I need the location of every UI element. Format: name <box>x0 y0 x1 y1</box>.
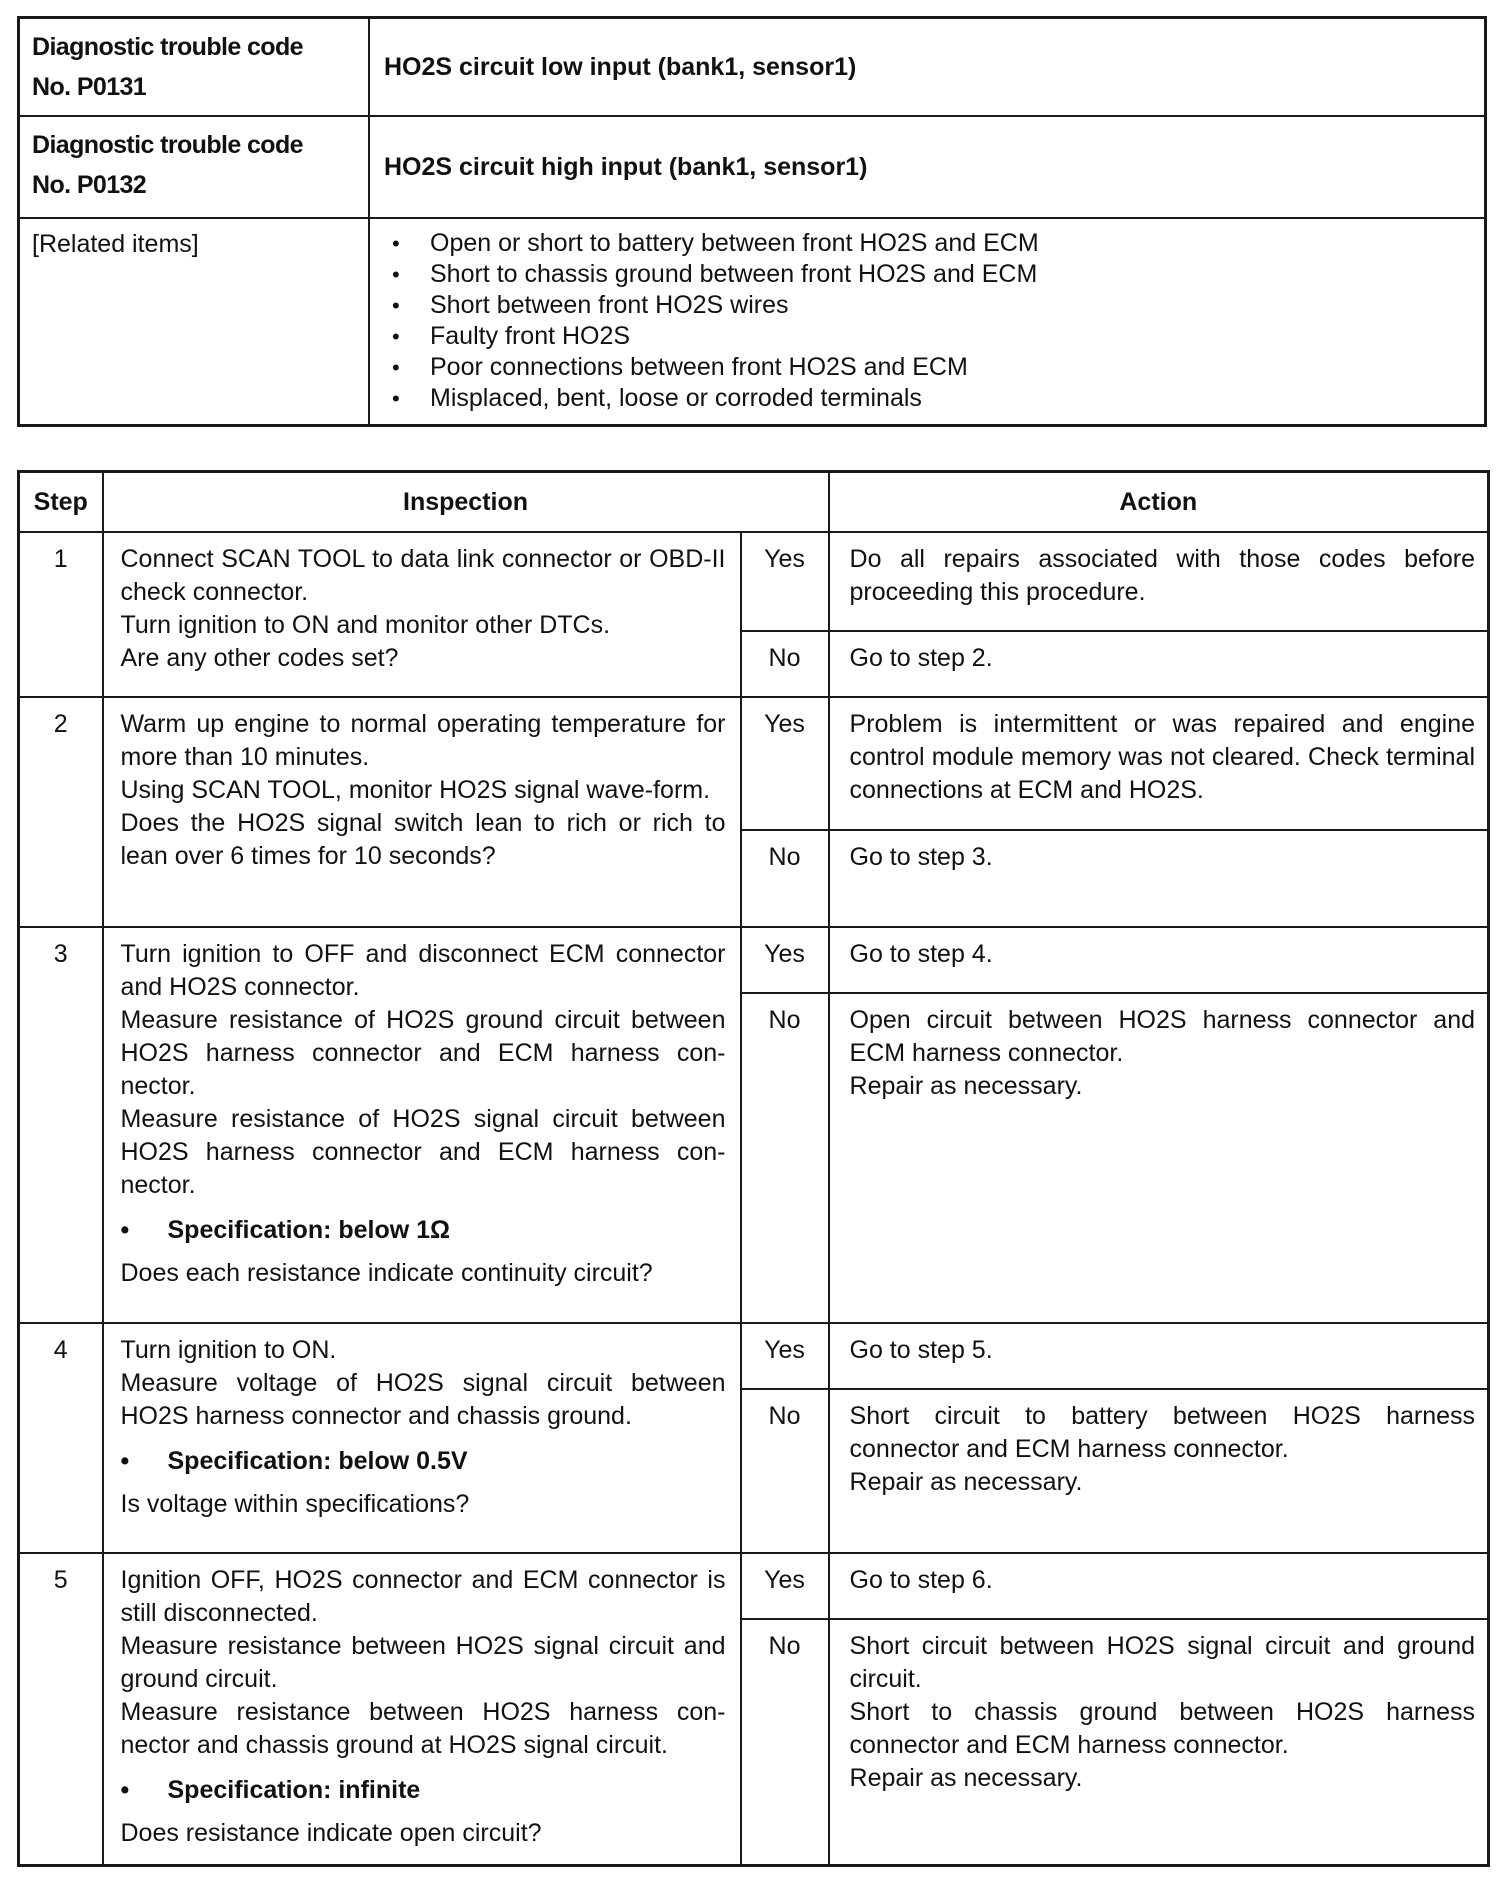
specification-text: Specification: below 1Ω <box>167 1216 451 1244</box>
inspection-question: Are any other codes set? <box>120 644 399 672</box>
list-item <box>386 290 1468 321</box>
yes-label: Yes <box>741 697 829 830</box>
no-action <box>829 1619 1489 1865</box>
no-action <box>829 1389 1489 1553</box>
bullet-icon: • <box>392 230 400 256</box>
bullet-icon: • <box>120 1216 130 1244</box>
related-item-text: Short between front HO2S wires <box>430 290 789 319</box>
step-number: 4 <box>19 1323 103 1553</box>
yes-action <box>829 927 1489 993</box>
inspection-question: Is voltage within specifications? <box>120 1490 470 1518</box>
dtc-label-line: Diagnostic trouble code <box>32 130 303 159</box>
specification-text: Specification: infinite <box>167 1776 421 1804</box>
yes-label: Yes <box>741 1553 829 1619</box>
related-items-cell <box>369 218 1486 426</box>
bullet-icon: • <box>392 261 400 287</box>
inspection-cell <box>103 1553 741 1865</box>
action-text: Problem is intermittent or was repaired and engine control module memory was not cleared. Check terminal connections at ECM and HO2S. <box>849 710 1476 804</box>
inspection-text: Measure resistance between HO2S signal circuit and ground circuit. <box>120 1632 726 1693</box>
dtc-description: HO2S circuit high input (bank1, sensor1) <box>369 116 1486 218</box>
bullet-icon: • <box>392 354 400 380</box>
list-item <box>386 352 1468 383</box>
inspection-text: Turn ignition to ON and monitor other DTCs. <box>120 611 611 639</box>
bullet-icon: • <box>392 385 400 411</box>
inspection-text: Warm up engine to normal operating temperature for more than 10 minutes. <box>120 710 726 771</box>
list-item <box>386 259 1468 290</box>
table-row <box>19 697 1489 830</box>
inspection-cell <box>103 697 741 927</box>
no-label: No <box>741 1389 829 1553</box>
yes-action <box>829 1553 1489 1619</box>
specification <box>121 1774 726 1807</box>
no-label: No <box>741 993 829 1323</box>
action-text: Short to chassis ground between HO2S harness connector and ECM harness connector. <box>849 1698 1476 1759</box>
inspection-text: Measure voltage of HO2S signal circuit between HO2S harness connector and chassis ground. <box>120 1369 726 1430</box>
inspection-text: Ignition OFF, HO2S connector and ECM connector is still disconnected. <box>120 1566 726 1627</box>
action-text: Go to step 6. <box>849 1566 993 1594</box>
list-item <box>386 321 1468 352</box>
no-action <box>829 830 1489 927</box>
bullet-icon: • <box>120 1776 130 1804</box>
related-item-text: Faulty front HO2S <box>430 321 631 350</box>
no-action <box>829 993 1489 1323</box>
yes-label: Yes <box>741 1323 829 1389</box>
dtc-code-number: No. P0131 <box>32 73 147 101</box>
inspection-cell <box>103 1323 741 1553</box>
specification <box>121 1445 726 1478</box>
inspection-text: Measure resistance between HO2S harness con-nector and chassis ground at HO2S signal circuit. <box>120 1698 726 1759</box>
action-text: Do all repairs associated with those codes before proceeding this procedure. <box>849 545 1476 606</box>
action-text: Short circuit between HO2S signal circuit and ground circuit. <box>849 1632 1476 1693</box>
yes-label: Yes <box>741 927 829 993</box>
no-action <box>829 631 1489 697</box>
step-number: 2 <box>19 697 103 927</box>
related-item-text: Open or short to battery between front HO2S and ECM <box>430 228 1039 257</box>
table-row <box>19 1323 1489 1389</box>
inspection-text: Turn ignition to OFF and disconnect ECM connector and HO2S connector. <box>120 940 726 1001</box>
yes-label: Yes <box>741 532 829 631</box>
inspection-question: Does resistance indicate open circuit? <box>120 1819 542 1847</box>
bullet-icon: • <box>120 1447 130 1475</box>
action-text: Repair as necessary. <box>849 1468 1083 1496</box>
action-text: Go to step 4. <box>849 940 993 968</box>
inspection-cell <box>103 532 741 697</box>
dtc-row <box>19 116 1486 218</box>
inspection-text: Turn ignition to ON. <box>120 1336 337 1364</box>
inspection-text: Measure resistance of HO2S ground circuit between HO2S harness connector and ECM harness con-nector. <box>120 1006 726 1100</box>
inspection-text: Connect SCAN TOOL to data link connector or OBD-II check connector. <box>120 545 726 606</box>
step-column-header: Step <box>19 472 103 533</box>
no-label: No <box>741 631 829 697</box>
diagnostic-steps-table <box>17 470 1490 1867</box>
step-number: 1 <box>19 532 103 697</box>
table-row <box>19 532 1489 631</box>
specification <box>121 1214 726 1247</box>
yes-action <box>829 697 1489 830</box>
action-text: Short circuit to battery between HO2S harness connector and ECM harness connector. <box>849 1402 1476 1463</box>
step-number: 5 <box>19 1553 103 1865</box>
action-text: Open circuit between HO2S harness connector and ECM harness connector. <box>849 1006 1476 1067</box>
action-text: Repair as necessary. <box>849 1072 1083 1100</box>
table-row <box>19 1553 1489 1619</box>
specification-text: Specification: below 0.5V <box>167 1447 468 1475</box>
bullet-icon: • <box>392 323 400 349</box>
dtc-code-number: No. P0132 <box>32 170 147 199</box>
dtc-table <box>17 16 1487 427</box>
list-item <box>386 228 1468 259</box>
yes-action <box>829 532 1489 631</box>
list-item <box>386 383 1468 414</box>
inspection-column-header: Inspection <box>103 472 829 533</box>
action-text: Go to step 2. <box>849 644 993 672</box>
bullet-icon: • <box>392 292 400 318</box>
action-text: Go to step 5. <box>849 1336 993 1364</box>
inspection-text: Measure resistance of HO2S signal circuit between HO2S harness connector and ECM harness con-nector. <box>120 1105 726 1199</box>
no-label: No <box>741 830 829 927</box>
action-text: Repair as necessary. <box>849 1764 1083 1792</box>
related-items-label: [Related items] <box>19 218 370 426</box>
dtc-row <box>19 18 1486 116</box>
inspection-question: Does each resistance indicate continuity circuit? <box>120 1259 653 1287</box>
inspection-text: Using SCAN TOOL, monitor HO2S signal wave-form. <box>120 776 711 804</box>
related-item-text: Short to chassis ground between front HO2S and ECM <box>430 259 1038 288</box>
dtc-label-line: Diagnostic trouble code <box>32 33 303 61</box>
dtc-description: HO2S circuit low input (bank1, sensor1) <box>369 18 1486 116</box>
inspection-question: Does the HO2S signal switch lean to rich or rich to lean over 6 times for 10 seconds? <box>120 809 726 870</box>
yes-action <box>829 1323 1489 1389</box>
table-row <box>19 927 1489 993</box>
inspection-cell <box>103 927 741 1323</box>
related-item-text: Misplaced, bent, loose or corroded terminals <box>430 383 922 412</box>
related-items-row <box>19 218 1486 426</box>
dtc-label-cell <box>19 18 370 116</box>
no-label: No <box>741 1619 829 1865</box>
action-column-header: Action <box>829 472 1489 533</box>
action-text: Go to step 3. <box>849 843 993 871</box>
step-number: 3 <box>19 927 103 1323</box>
related-item-text: Poor connections between front HO2S and ECM <box>430 352 968 381</box>
dtc-label-cell <box>19 116 370 218</box>
related-items-list <box>386 228 1468 414</box>
table-header-row <box>19 472 1489 533</box>
